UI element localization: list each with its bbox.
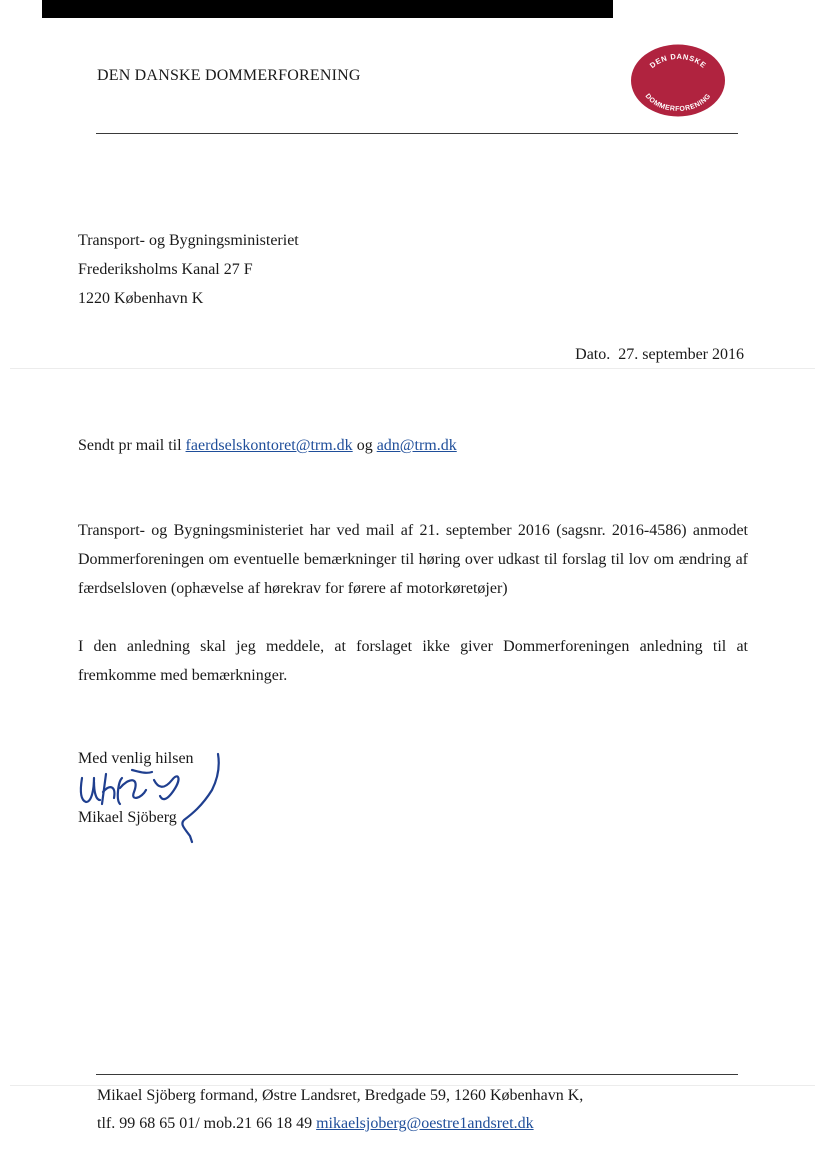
footer-divider	[96, 1074, 738, 1075]
email-link-adn[interactable]: adn@trm.dk	[376, 437, 457, 454]
date-value: 27. september 2016	[618, 346, 744, 363]
footer-line-2	[97, 1115, 534, 1133]
closing-greeting: Med venlig hilsen	[78, 750, 194, 767]
organization-name: DEN DANSKE DOMMERFORENING	[97, 67, 361, 84]
paragraph-2: I den anledning skal jeg meddele, at forslaget ikke giver Dommerforeningen anledning til at fremkomme med bemærkninger.	[78, 638, 748, 684]
date-line	[575, 346, 744, 364]
scan-artifact-line-footer	[10, 1085, 815, 1086]
handwritten-signature	[72, 748, 222, 844]
recipient-line-3: 1220 København K	[78, 290, 204, 307]
sent-prefix: Sendt pr mail til	[78, 437, 186, 454]
recipient-line-2: Frederiksholms Kanal 27 F	[78, 261, 253, 278]
header-divider	[96, 133, 738, 134]
footer-email-link[interactable]: mikaelsjoberg@oestre1andsret.dk	[316, 1115, 534, 1132]
sent-connector: og	[352, 437, 377, 454]
footer-phone: tlf. 99 68 65 01/ mob.21 66 18 49	[97, 1115, 317, 1132]
sent-line	[78, 431, 748, 460]
organization-logo	[629, 43, 727, 118]
paragraph-1: Transport- og Bygningsministeriet har ved mail af 21. september 2016 (sagsnr. 2016-4586) anmodet Dommerforeningen om eventuelle bemærkninger til høring over udkast til forslag til lov om ændring af færdselsloven (ophævelse af hørekrav for førere af motorkøretøjer)	[78, 522, 748, 597]
redaction-bar	[42, 0, 613, 18]
logo-bottom-text: DOMMERFORENING	[643, 92, 713, 113]
scan-artifact-line	[10, 368, 815, 369]
email-link-faerdselskontoret[interactable]: faerdselskontoret@trm.dk	[185, 437, 353, 454]
recipient-line-1: Transport- og Bygningsministeriet	[78, 232, 299, 249]
footer-line-1: Mikael Sjöberg formand, Østre Landsret, Bredgade 59, 1260 København K,	[97, 1087, 584, 1104]
logo-top-text: DEN DANSKE	[647, 51, 709, 71]
signatory-name: Mikael Sjöberg	[78, 809, 177, 826]
date-label: Dato.	[575, 346, 611, 363]
